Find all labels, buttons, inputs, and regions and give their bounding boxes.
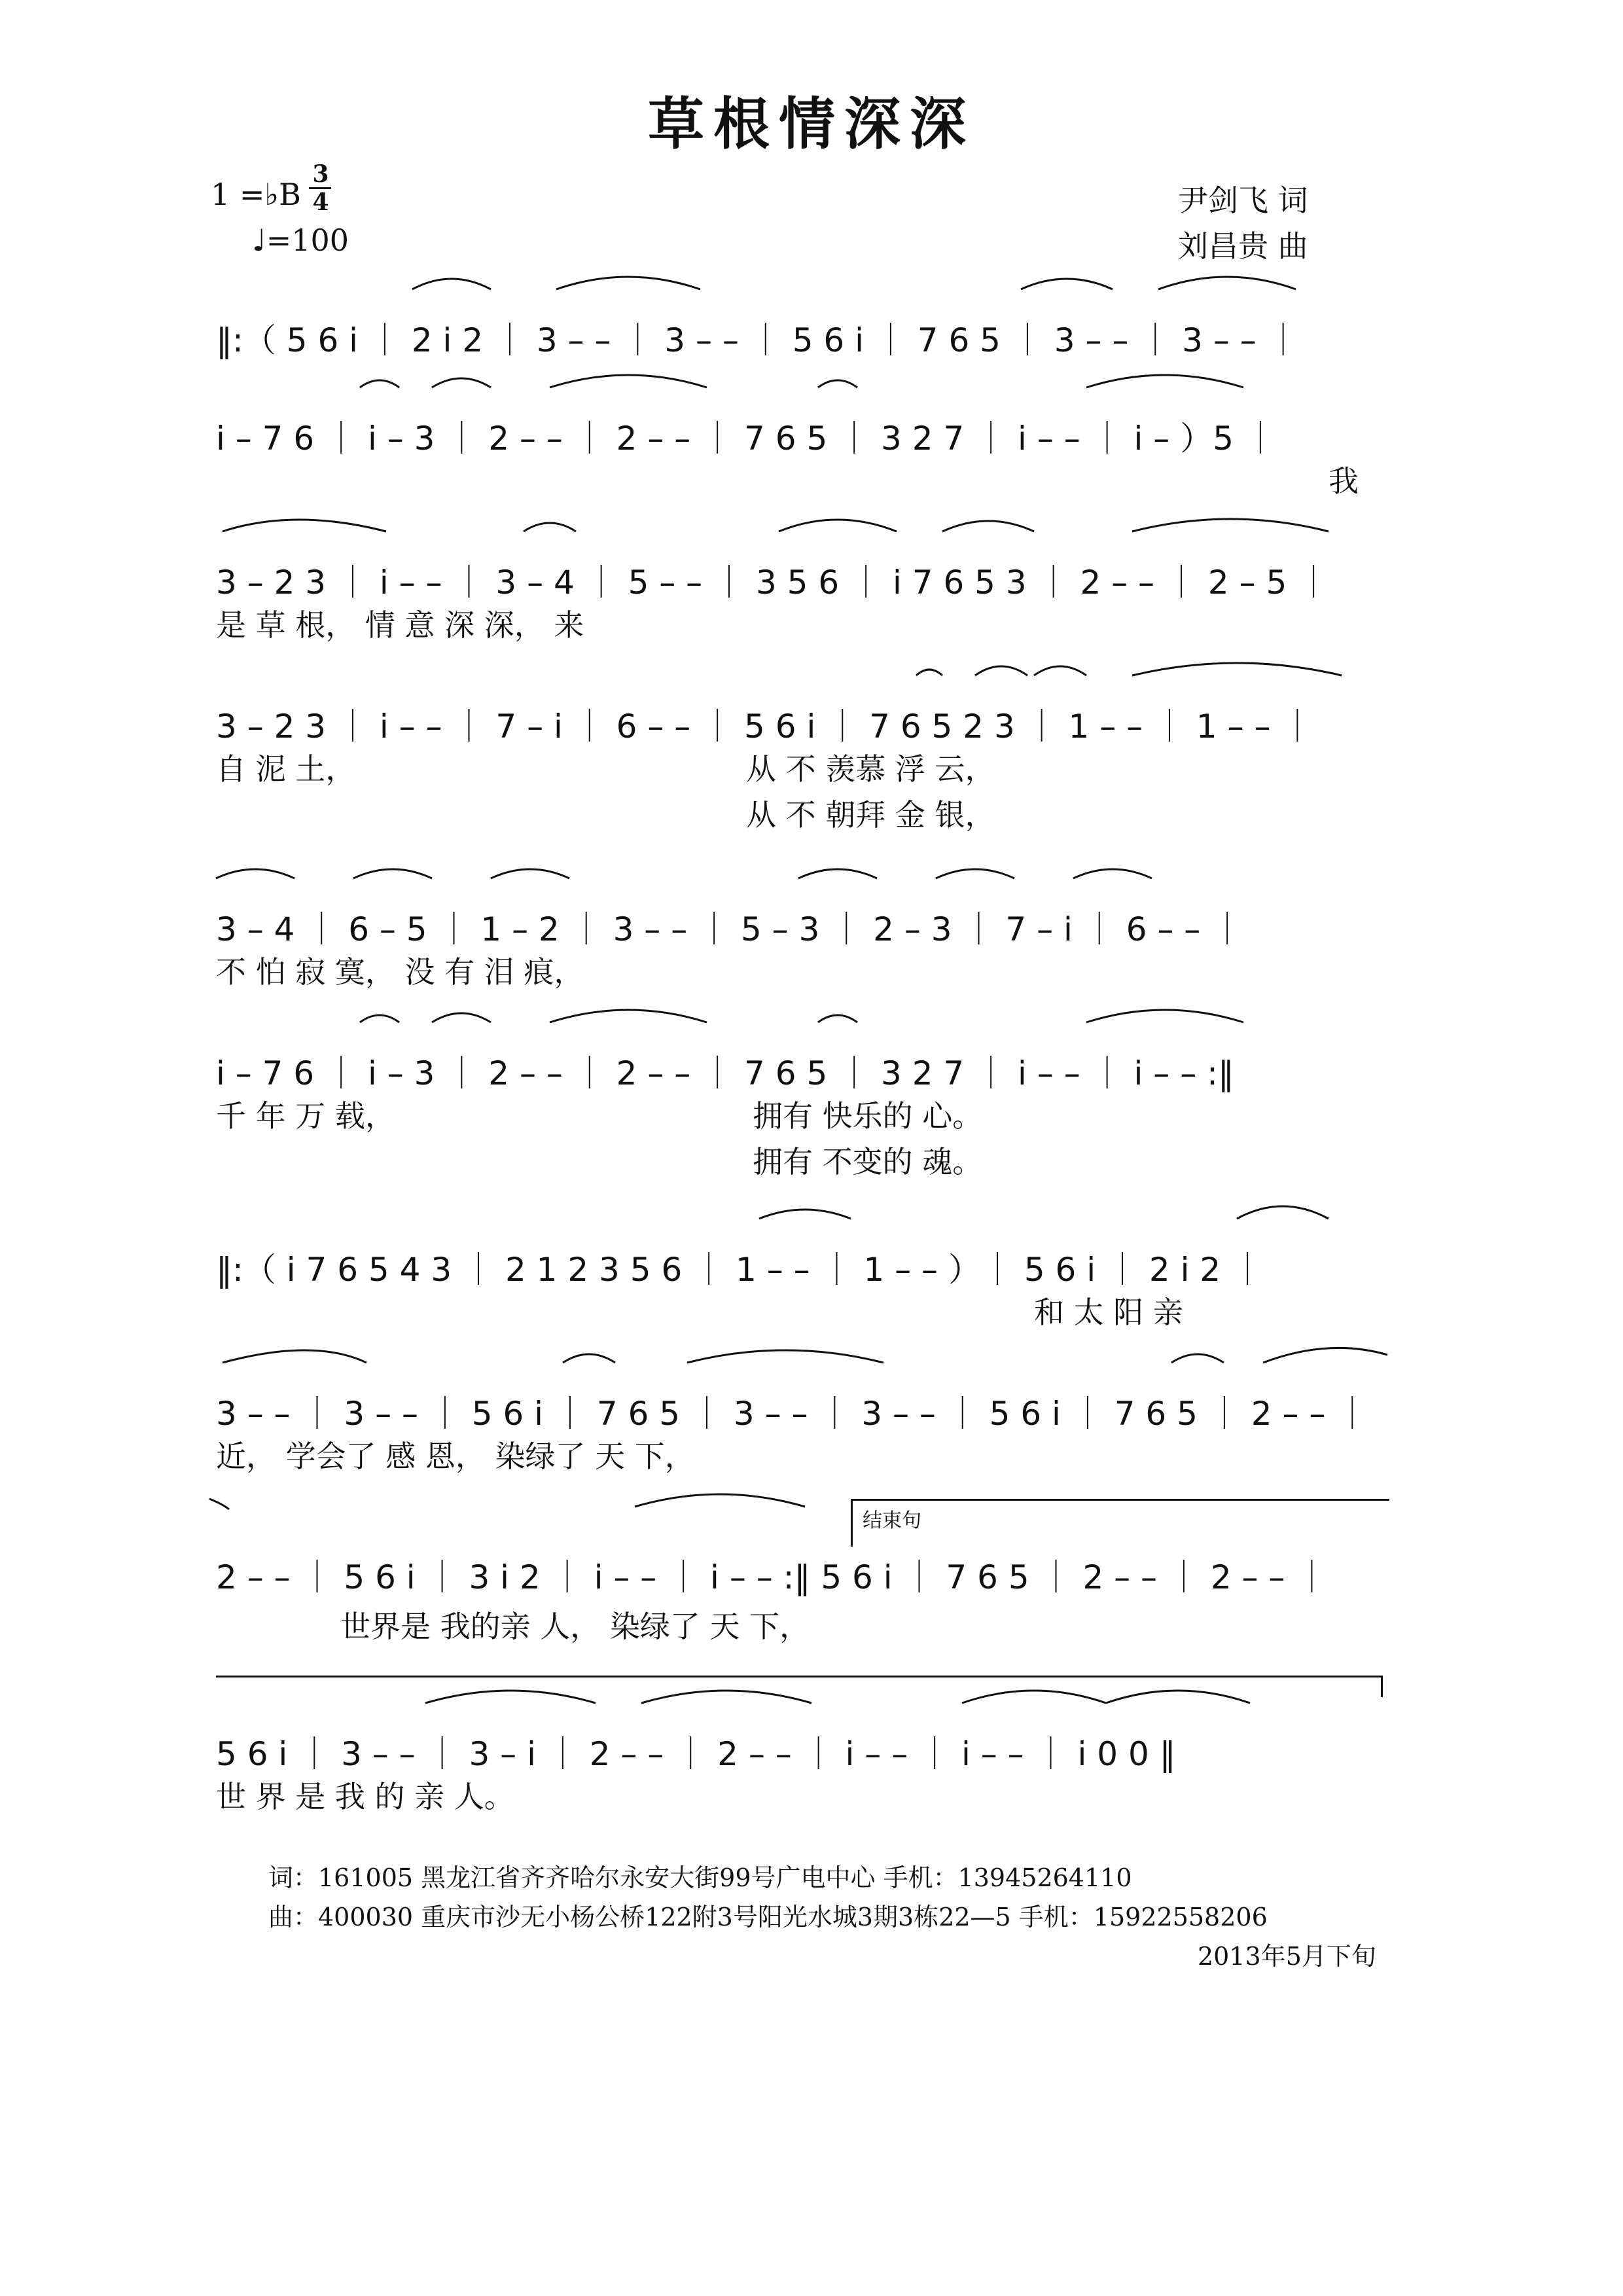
staff-6-notes: i – 7 6 ｜ i – 3 ｜ 2 – – ｜ 2 – – ｜ 7 6 5 ｜ 3 2 7 ｜ i – – ｜ i – – :‖: [216, 1054, 1234, 1092]
staff-9-lyrics: 世界是 我的亲 人， 染绿了 天 下，: [340, 1609, 810, 1644]
staff-4-lyrics: 自 泥 土，: [216, 751, 356, 787]
key-signature: 1 =♭B: [211, 177, 301, 212]
staff-8-notes: 3 – – ｜ 3 – – ｜ 5 6 i ｜ 7 6 5 ｜ 3 – – ｜ 3 – – ｜ 5 6 i ｜ 7 6 5 ｜ 2 – – ｜: [216, 1395, 1369, 1433]
time-signature-top: 3: [312, 160, 329, 188]
staff-3-notes: 3 – 2 3 ｜ i – – ｜ 3 – 4 ｜ 5 – – ｜ 3 5 6 ｜ i 7 6 5 3 ｜ 2 – – ｜ 2 – 5 ｜: [216, 564, 1330, 601]
staff-6-lyrics-verse-2: 拥有 不变的 魂。: [753, 1144, 983, 1179]
composer-contact: 曲：400030 重庆市沙无小杨公桥122附3号阳光水城3期3栋22—5 手机：15922558206: [268, 1903, 1268, 1931]
staff-2-notes: i – 7 6 ｜ i – 3 ｜ 2 – – ｜ 2 – – ｜ 7 6 5 ｜ 3 2 7 ｜ i – – ｜ i – ）5 ｜: [216, 420, 1277, 457]
staff-7-lyrics: 和 太 阳 亲: [1034, 1295, 1183, 1330]
staff-9-slurs: [216, 1486, 1387, 1545]
staff-4-notes: 3 – 2 3 ｜ i – – ｜ 7 – i ｜ 6 – – ｜ 5 6 i ｜ 7 6 5 2 3 ｜ 1 – – ｜ 1 – – ｜: [216, 708, 1314, 745]
staff-3-lyrics: 是 草 根， 情 意 深 深， 来: [216, 607, 584, 643]
staff-6-lyrics: 千 年 万 载，: [216, 1098, 395, 1134]
time-signature-bottom: 4: [312, 188, 329, 216]
time-signature: [309, 161, 332, 215]
staff-2-lyrics: 我: [1329, 463, 1359, 499]
tempo-marking: ♩=100: [252, 223, 349, 258]
lyricist-credit: 尹剑飞 词: [1178, 183, 1308, 218]
composition-date: 2013年5月下旬: [1198, 1942, 1376, 1971]
staff-9-notes: 2 – – ｜ 5 6 i ｜ 3 i 2 ｜ i – – ｜ i – – :‖ 5 6 i ｜ 7 6 5 ｜ 2 – – ｜ 2 – – ｜: [216, 1558, 1329, 1596]
staff-1-notes: ‖:（ 5 6 i ｜ 2 i 2 ｜ 3 – – ｜ 3 – – ｜ 5 6 i ｜ 7 6 5 ｜ 3 – – ｜ 3 – – ｜: [216, 321, 1300, 359]
staff-5-notes: 3 – 4 ｜ 6 – 5 ｜ 1 – 2 ｜ 3 – – ｜ 5 – 3 ｜ 2 – 3 ｜ 7 – i ｜ 6 – – ｜: [216, 910, 1244, 948]
staff-4-lyrics-verse-2: 从 不 朝拜 金 银，: [746, 797, 995, 833]
staff-6-lyrics-verse-1: 拥有 快乐的 心。: [753, 1098, 983, 1134]
song-title: 草根情深深: [648, 91, 975, 157]
composer-credit: 刘昌贵 曲: [1178, 228, 1308, 264]
staff-8-lyrics: 近， 学会了 感 恩， 染绿了 天 下，: [216, 1439, 695, 1474]
final-ending-label: 结束句: [863, 1509, 921, 1532]
staff-4-lyrics-verse-1: 从 不 羡慕 浮 云，: [746, 751, 995, 787]
staff-10-lyrics: 世 界 是 我 的 亲 人。: [216, 1779, 514, 1814]
staff-5-lyrics: 不 怕 寂 寞， 没 有 泪 痕，: [216, 954, 584, 990]
staff-10-notes: 5 6 i ｜ 3 – – ｜ 3 – i ｜ 2 – – ｜ 2 – – ｜ i – – ｜ i – – ｜ i 0 0 ‖: [216, 1735, 1176, 1773]
lyricist-contact: 词：161005 黑龙江省齐齐哈尔永安大街99号广电中心 手机：13945264110: [268, 1863, 1132, 1892]
staff-7-notes: ‖:（ i 7 6 5 4 3 ｜ 2 1 2 3 5 6 ｜ 1 – – ｜ 1 – – ）｜ 5 6 i ｜ 2 i 2 ｜: [216, 1251, 1264, 1289]
